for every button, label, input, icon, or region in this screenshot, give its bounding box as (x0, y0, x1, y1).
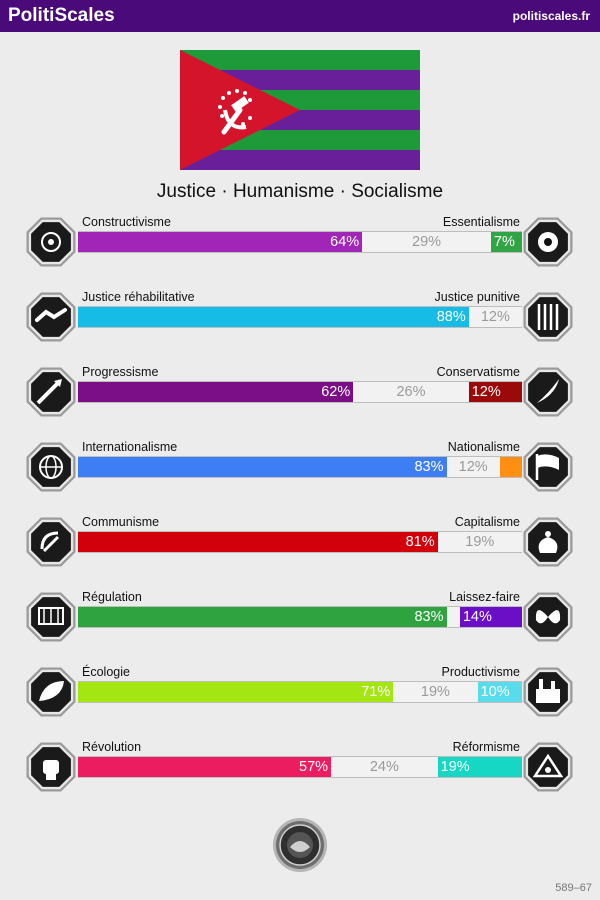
segment-percent: 24% (369, 759, 399, 775)
quill-icon (521, 365, 575, 419)
constructivism-icon (24, 215, 78, 269)
axis-bar (78, 306, 522, 328)
axis-bar (78, 531, 522, 553)
result-code: 589–67 (555, 882, 592, 894)
axis-neutral-segment (331, 757, 438, 777)
axis-right-label: Réformisme (452, 740, 520, 754)
regulation-icon (24, 590, 78, 644)
axis-bar (78, 381, 522, 403)
segment-percent: 64% (330, 234, 360, 250)
axis-left-label: Communisme (82, 515, 160, 529)
segment-percent: 19% (440, 759, 470, 775)
hammer-sickle-icon (24, 515, 78, 569)
axis-row (0, 365, 600, 435)
axis-left-segment (78, 757, 331, 777)
axis-neutral-segment (469, 307, 522, 327)
axis-left-label: Internationalisme (82, 440, 178, 454)
axis-row (0, 665, 600, 735)
axis-left-label: Constructivisme (82, 215, 171, 229)
axis-bar (78, 606, 522, 628)
axis-right-segment (438, 757, 522, 777)
axis-right-segment (478, 682, 522, 702)
segment-percent: 83% (414, 459, 444, 475)
segment-percent: 19% (420, 684, 450, 700)
ecology-icon (24, 665, 78, 719)
axis-left-segment (78, 382, 353, 402)
factory-icon (521, 665, 575, 719)
ideology-flag (180, 50, 420, 170)
segment-percent: 12% (458, 459, 488, 475)
segment-percent: 57% (299, 759, 329, 775)
segment-percent (450, 609, 456, 625)
axis-left-segment (78, 457, 447, 477)
reform-icon (521, 740, 575, 794)
axis-row (0, 515, 600, 585)
segment-percent: 10% (480, 684, 510, 700)
segment-percent: 14% (462, 609, 492, 625)
axis-left-label: Justice réhabilitative (82, 290, 195, 304)
essentialism-icon (521, 215, 575, 269)
axis-left-segment (78, 307, 469, 327)
segment-percent: 29% (412, 234, 442, 250)
handshake-icon (24, 290, 78, 344)
prison-bars-icon (521, 290, 575, 344)
axis-neutral-segment (447, 457, 500, 477)
axis-right-label: Justice punitive (434, 290, 520, 304)
axis-row (0, 215, 600, 285)
axis-bar (78, 456, 522, 478)
axis-neutral-segment (353, 382, 468, 402)
segment-percent (500, 459, 506, 475)
axis-left-segment (78, 682, 393, 702)
axis-bar (78, 681, 522, 703)
axis-right-label: Conservatisme (436, 365, 520, 379)
axis-right-label: Productivisme (441, 665, 520, 679)
axis-right-segment (491, 232, 522, 252)
segment-percent: 81% (405, 534, 435, 550)
flag-icon (521, 440, 575, 494)
app-header (0, 0, 600, 32)
segment-percent: 26% (396, 384, 426, 400)
segment-percent: 12% (480, 309, 510, 325)
axis-left-label: Écologie (82, 665, 130, 679)
axis-right-segment (469, 382, 522, 402)
segment-percent: 62% (321, 384, 351, 400)
butterfly-icon (521, 590, 575, 644)
segment-percent: 19% (465, 534, 495, 550)
axis-right-segment (500, 457, 522, 477)
axis-row (0, 440, 600, 510)
money-bag-icon (521, 515, 575, 569)
axis-bar (78, 231, 522, 253)
axis-neutral-segment (362, 232, 491, 252)
axis-left-label: Progressisme (82, 365, 159, 379)
axis-left-label: Régulation (82, 590, 142, 604)
segment-percent: 88% (436, 309, 466, 325)
axis-bar (78, 756, 522, 778)
axis-neutral-segment (447, 607, 460, 627)
segment-percent: 12% (471, 384, 501, 400)
axis-neutral-segment (438, 532, 522, 552)
brand-title[interactable]: PolitiScales (8, 5, 115, 26)
politiscales-seal-icon (272, 817, 328, 873)
axis-left-segment (78, 607, 447, 627)
axis-right-segment (460, 607, 522, 627)
axis-left-segment (78, 232, 362, 252)
axis-row (0, 290, 600, 360)
axis-right-label: Laissez-faire (449, 590, 520, 604)
axis-right-label: Capitalisme (454, 515, 520, 529)
axis-neutral-segment (393, 682, 477, 702)
globe-icon (24, 440, 78, 494)
axis-right-label: Essentialisme (442, 215, 520, 229)
axis-right-label: Nationalisme (447, 440, 520, 454)
progress-arrow-icon (24, 365, 78, 419)
axis-row (0, 740, 600, 810)
ideology-motto: Justice · Humanisme · Socialisme (156, 181, 444, 202)
site-link[interactable]: politiscales.fr (512, 9, 590, 23)
segment-percent: 7% (493, 234, 515, 250)
segment-percent: 71% (361, 684, 391, 700)
axis-left-label: Révolution (82, 740, 142, 754)
segment-percent: 83% (414, 609, 444, 625)
fist-icon (24, 740, 78, 794)
axis-left-segment (78, 532, 438, 552)
axis-row (0, 590, 600, 660)
